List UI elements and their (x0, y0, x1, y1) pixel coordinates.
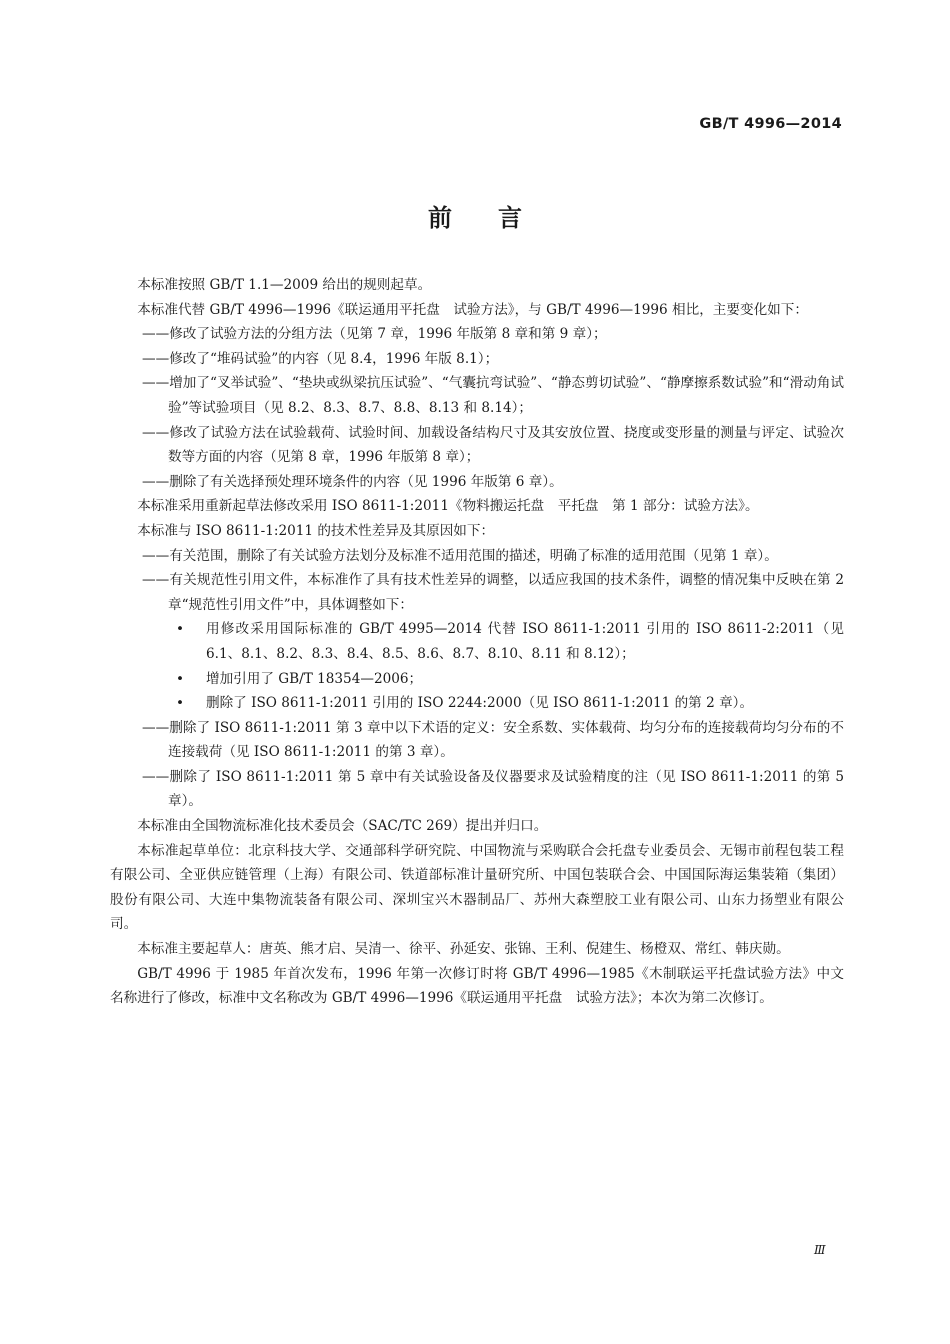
bullet-item: • 删除了 ISO 8611-1:2011 引用的 ISO 2244:2000（见 ISO 8611-1:2011 的第 2 章）。 (110, 691, 844, 716)
paragraph: 本标准按照 GB/T 1.1—2009 给出的规则起草。 (137, 277, 432, 293)
paragraph: 本标准与 ISO 8611-1:2011 的技术性差异及其原因如下： (137, 522, 495, 539)
standard-code: GB/T 4996—2014 (699, 116, 842, 132)
list-item: ——删除了 ISO 8611-1:2011 第 5 章中有关试验设备及仪器要求及试验精度的注（见 ISO 8611-1:2011 的第 5 章）。 (142, 768, 844, 810)
paragraph: 本标准代替 GB/T 4996—1996《联运通用平托盘 试验方法》，与 GB/T 4996—1996 相比，主要变化如下： (137, 301, 808, 318)
page-title: 前言 (428, 204, 568, 232)
list-item: ——增加了“叉举试验”、“垫块或纵梁抗压试验”、“气囊抗弯试验”、“静态剪切试验”、“静摩擦系数试验”和“滑动角试验”等试验项目（见 8.2、8.3、8.7、8.8、8.13 和 8.14）； (142, 375, 844, 416)
bullet-item: • 用修改采用国际标准的 GB/T 4995—2014 代替 ISO 8611-1:2011 引用的 ISO 8611-2:2011（见 6.1、8.1、8.2、8.3、8.4、8.5、8.6、8.7、8.10、8.11 和 8.12）； (110, 617, 844, 666)
list-item: ——删除了 ISO 8611-1:2011 第 3 章中以下术语的定义：安全系数、实体载荷、均匀分布的连接载荷均匀分布的不连接载荷（见 ISO 8611-1:2011 的第 3 章）。 (142, 719, 844, 761)
list-item: ——有关范围，删除了有关试验方法划分及标准不适用范围的描述，明确了标准的适用范围（见第 1 章）。 (142, 547, 778, 564)
paragraph: 本标准采用重新起草法修改采用 ISO 8611-1:2011《物料搬运托盘 平托盘 第 1 部分：试验方法》。 (137, 498, 759, 515)
list-item: ——修改了试验方法在试验载荷、试验时间、加载设备结构尺寸及其安放位置、挠度或变形量的测量与评定、试验次数等方面的内容（见第 8 章，1996 年版第 8 章）； (142, 424, 844, 466)
page-number: Ⅲ (814, 1243, 826, 1257)
bullet-item: • 增加引用了 GB/T 18354—2006； (110, 667, 844, 692)
list-item: ——修改了“堆码试验”的内容（见 8.4，1996 年版 8.1）； (142, 350, 499, 367)
list-item: ——修改了试验方法的分组方法（见第 7 章，1996 年版第 8 章和第 9 章）； (142, 326, 607, 343)
paragraph: 本标准起草单位：北京科技大学、交通部科学研究院、中国物流与采购联合会托盘专业委员会、无锡市前程包装工程有限公司、全亚供应链管理（上海）有限公司、铁道部标准计量研究所、中国包装联合会、中国国际海运集装箱（集团）股份有限公司、大连中集物流装备有限公司、深圳宝兴木器制品厂、苏州大森塑胶工业有限公司、山东力扬塑业有限公司。 (110, 842, 844, 933)
foreword-body (110, 273, 844, 1011)
list-item: ——删除了有关选择预处理环境条件的内容（见 1996 年版第 6 章）。 (142, 473, 563, 490)
list-item: ——有关规范性引用文件，本标准作了具有技术性差异的调整，以适应我国的技术条件，调整的情况集中反映在第 2 章“规范性引用文件”中，具体调整如下： (142, 572, 844, 613)
paragraph: 本标准主要起草人：唐英、熊才启、吴清一、徐平、孙延安、张锦、王利、倪建生、杨橙双、常红、韩庆勋。 (137, 941, 790, 958)
paragraph: 本标准由全国物流标准化技术委员会（SAC/TC 269）提出并归口。 (137, 818, 548, 835)
paragraph: GB/T 4996 于 1985 年首次发布，1996 年第一次修订时将 GB/T 4996—1985《木制联运平托盘试验方法》中文名称进行了修改，标准中文名称改为 GB/T 4996—1996《联运通用平托盘 试验方法》；本次为第二次修订。 (110, 965, 844, 1007)
